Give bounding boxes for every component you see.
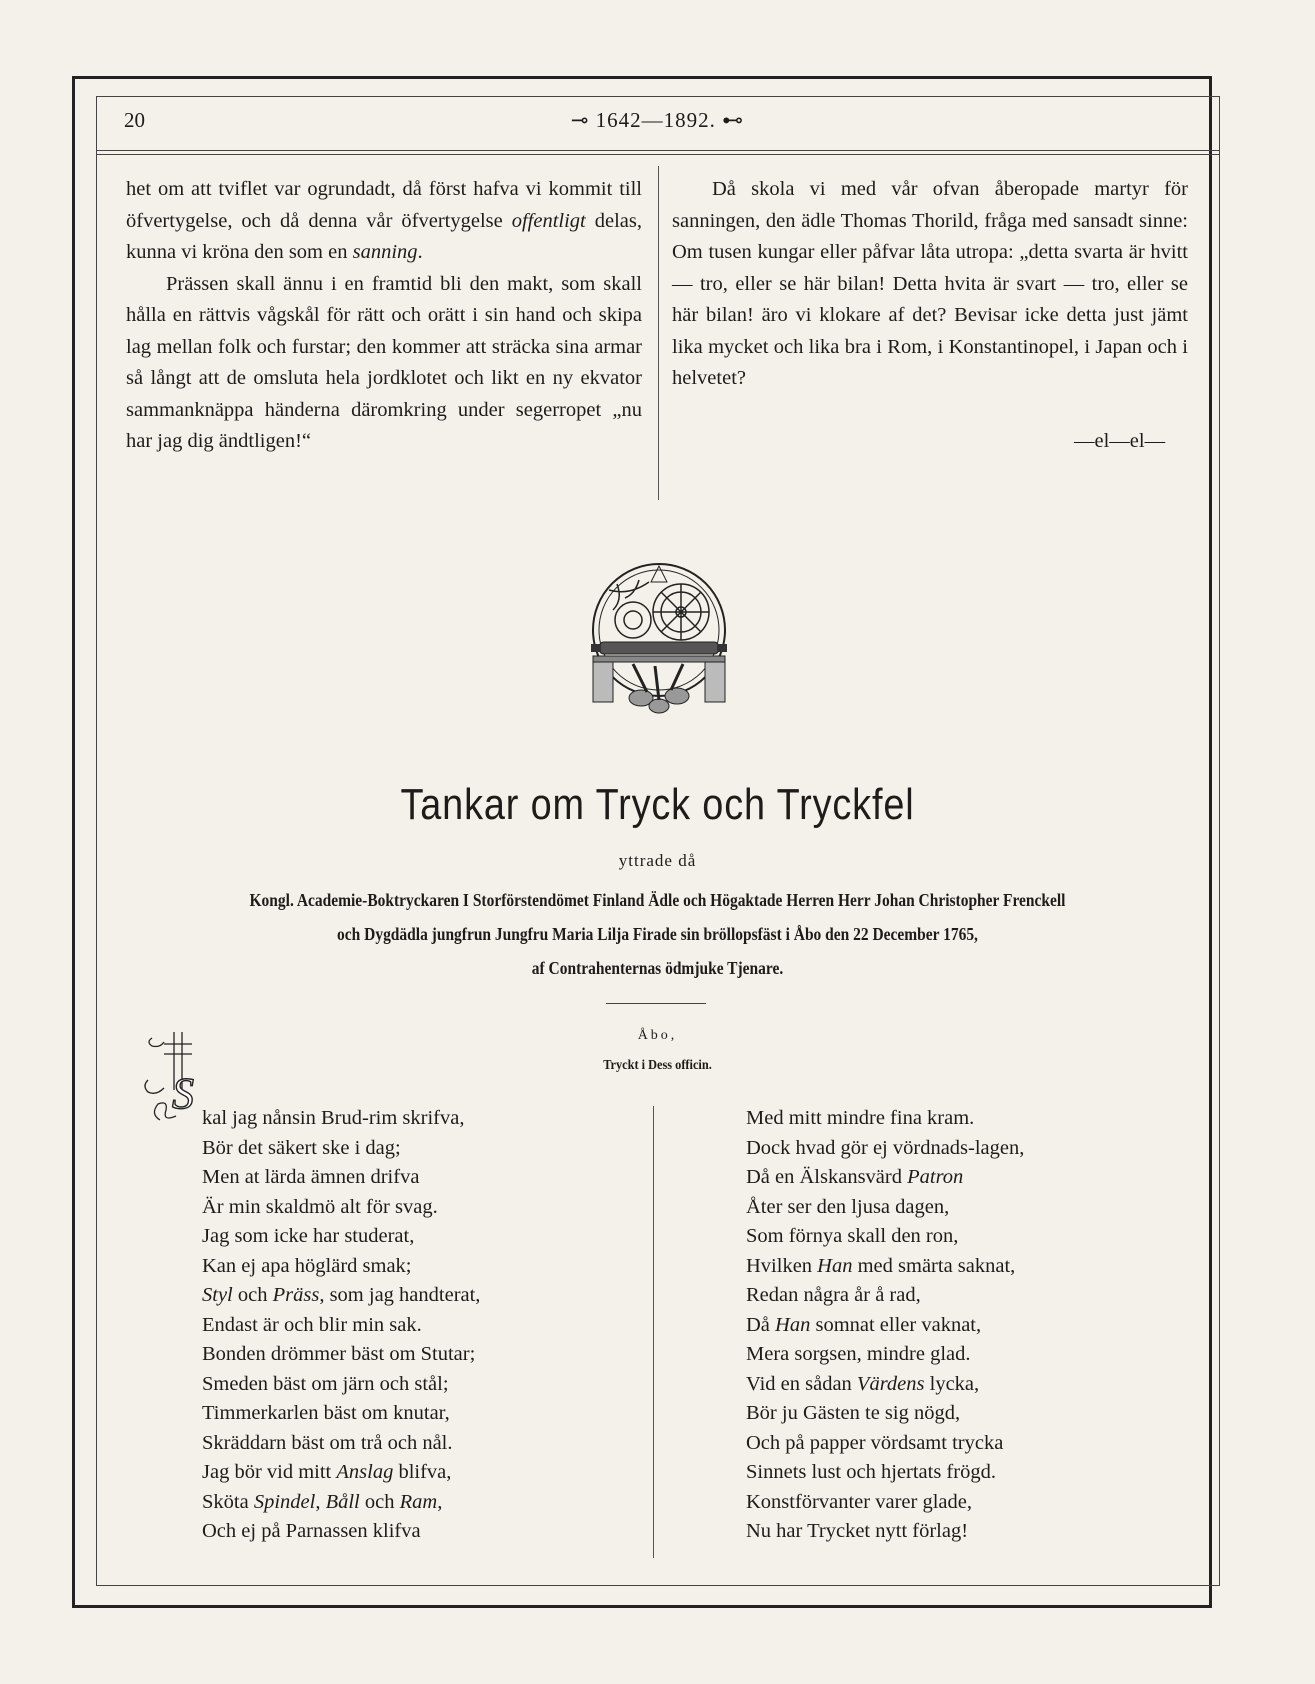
poem-left-verse-line: Bonden drömmer bäst om Stutar; [202,1343,476,1365]
column-divider-poem [653,1106,654,1558]
header-rule [96,150,1220,151]
decorative-initial-s [142,1030,204,1126]
column-divider-top [658,166,659,500]
article-title: Tankar om Tryck och Tryckfel [400,780,915,829]
poem-right-verse-line: Vid en sådan Värdens lycka, [746,1372,980,1395]
printing-ornament-illustration [589,560,729,720]
poem-right-verse-line: Bör ju Gästen te sig nögd, [746,1402,961,1424]
poem-right-verse-line: Åter ser den ljusa dagen, [746,1195,950,1218]
imprint-place: Åbo, [637,1028,678,1043]
poem-left-verse-line: Bör det säkert ske i dag; [202,1136,401,1159]
poem-right-verse-line: Sinnets lust och hjertats frögd. [746,1461,996,1483]
running-head: ⊸ 1642—1892. ⊷ [570,108,745,132]
page-number: 20 [124,108,145,132]
initial-letter: S [172,1069,194,1118]
poem-left-verse-line: Jag bör vid mitt Anslag blifva, [202,1461,452,1483]
poem-right-column [746,1104,1024,1547]
poem-left-verse-line: kal jag nånsin Brud-rim skrifva, [202,1107,465,1129]
poem-right-verse-line: Mera sorgsen, mindre glad. [746,1343,971,1365]
imprint-printer: Tryckt i Dess officin. [603,1058,712,1073]
right-column-paragraph-1: Då skola vi med vår ofvan åberopade martyr för sanningen, den ädle Thomas Thorild, fråga med sansadt sinne: Om tusen kungar eller påfvar låta utropa: „detta svarta är hvitt — tro, eller se här bilan! Detta hvita är svart — tro, eller se här bilan! äro vi klokare af det? Bevisar icke detta just jämt lika mycket och lika bra i Rom, i Konstantinopel, i Japan och i helvetet? [672,178,1188,389]
poem-right-verse-line: Konstförvanter varer glade, [746,1490,972,1513]
left-column-text [126,174,642,458]
poem-left-column [202,1104,480,1547]
article-subtitle: yttrade då [618,851,697,870]
poem-right-verse-line: Dock hvad gör ej vördnads-lagen, [746,1136,1025,1159]
poem-left-verse-line: Kan ej apa höglärd smak; [202,1254,412,1277]
poem-right-verse-line: Då Han somnat eller vaknat, [746,1313,982,1336]
poem-left-verse-line: Är min skaldmö alt för svag. [202,1195,438,1218]
right-column-text [672,174,1188,395]
poem-right-verse-line: Och på papper vördsamt trycka [746,1431,1004,1454]
poem-left-verse-line: Smeden bäst om järn och stål; [202,1372,449,1395]
left-column-paragraph-2: Prässen skall ännu i en framtid bli den makt, som skall hålla en rättvis vågskål för rätt och orätt i sin hand och skipa lag mellan folk och furstar; den kommer att sträcka sina armar så långt att de omsluta hela jordklotet och likt en ny ekvator sammanknäppa händerna däromkring under segerropet „nu har jag dig ändtligen!“ [126,272,642,452]
poem-left-verse-line: Jag som icke har studerat, [202,1225,415,1247]
poem-right-verse-line: Nu har Trycket nytt förlag! [746,1520,969,1542]
poem-left-verse-line: Styl och Präss, som jag handterat, [202,1284,481,1306]
poem-right-verse-line: Som förnya skall den ron, [746,1225,959,1247]
dedication-line-3: af Contrahenternas ödmjuke Tjenare. [531,958,784,978]
poem-right-verse-line: Med mitt mindre fina kram. [746,1107,975,1129]
dedication-line-1: Kongl. Academie-Boktryckaren I Storförstendömet Finland Ädle och Högaktade Herren Herr Johan Christopher Frenckell [249,890,1066,910]
poem-left-verse-line: Timmerkarlen bäst om knutar, [202,1402,450,1424]
poem-left-verse-line: Och ej på Parnassen klifva [202,1520,421,1542]
left-column-paragraph-1: het om att tviflet var ogrundadt, då först hafva vi kommit till öfvertygelse, och då denna vår öfvertygelse offentligt delas, kunna vi kröna den som en sanning. [126,178,642,263]
poem-left-verse-line: Men at lärda ämnen drifva [202,1166,420,1188]
header-rule-double [96,154,1220,155]
poem-left-verse-line: Skräddarn bäst om trå och nål. [202,1431,453,1454]
poem-left-verse-line: Sköta Spindel, Båll och Ram, [202,1490,443,1513]
poem-right-verse-line: Redan några år å rad, [746,1284,921,1306]
poem-left-verse-line: Endast är och blir min sak. [202,1313,422,1336]
poem-right-verse-line: Då en Älskansvärd Patron [746,1166,964,1188]
poem-right-verse-line: Hvilken Han med smärta saknat, [746,1254,1016,1277]
divider-rule [606,1003,706,1004]
dedication-line-2: och Dygdädla jungfrun Jungfru Maria Lilja Firade sin bröllopsfäst i Åbo den 22 December 1765, [337,924,978,944]
signature: —el—el— [1074,430,1166,452]
